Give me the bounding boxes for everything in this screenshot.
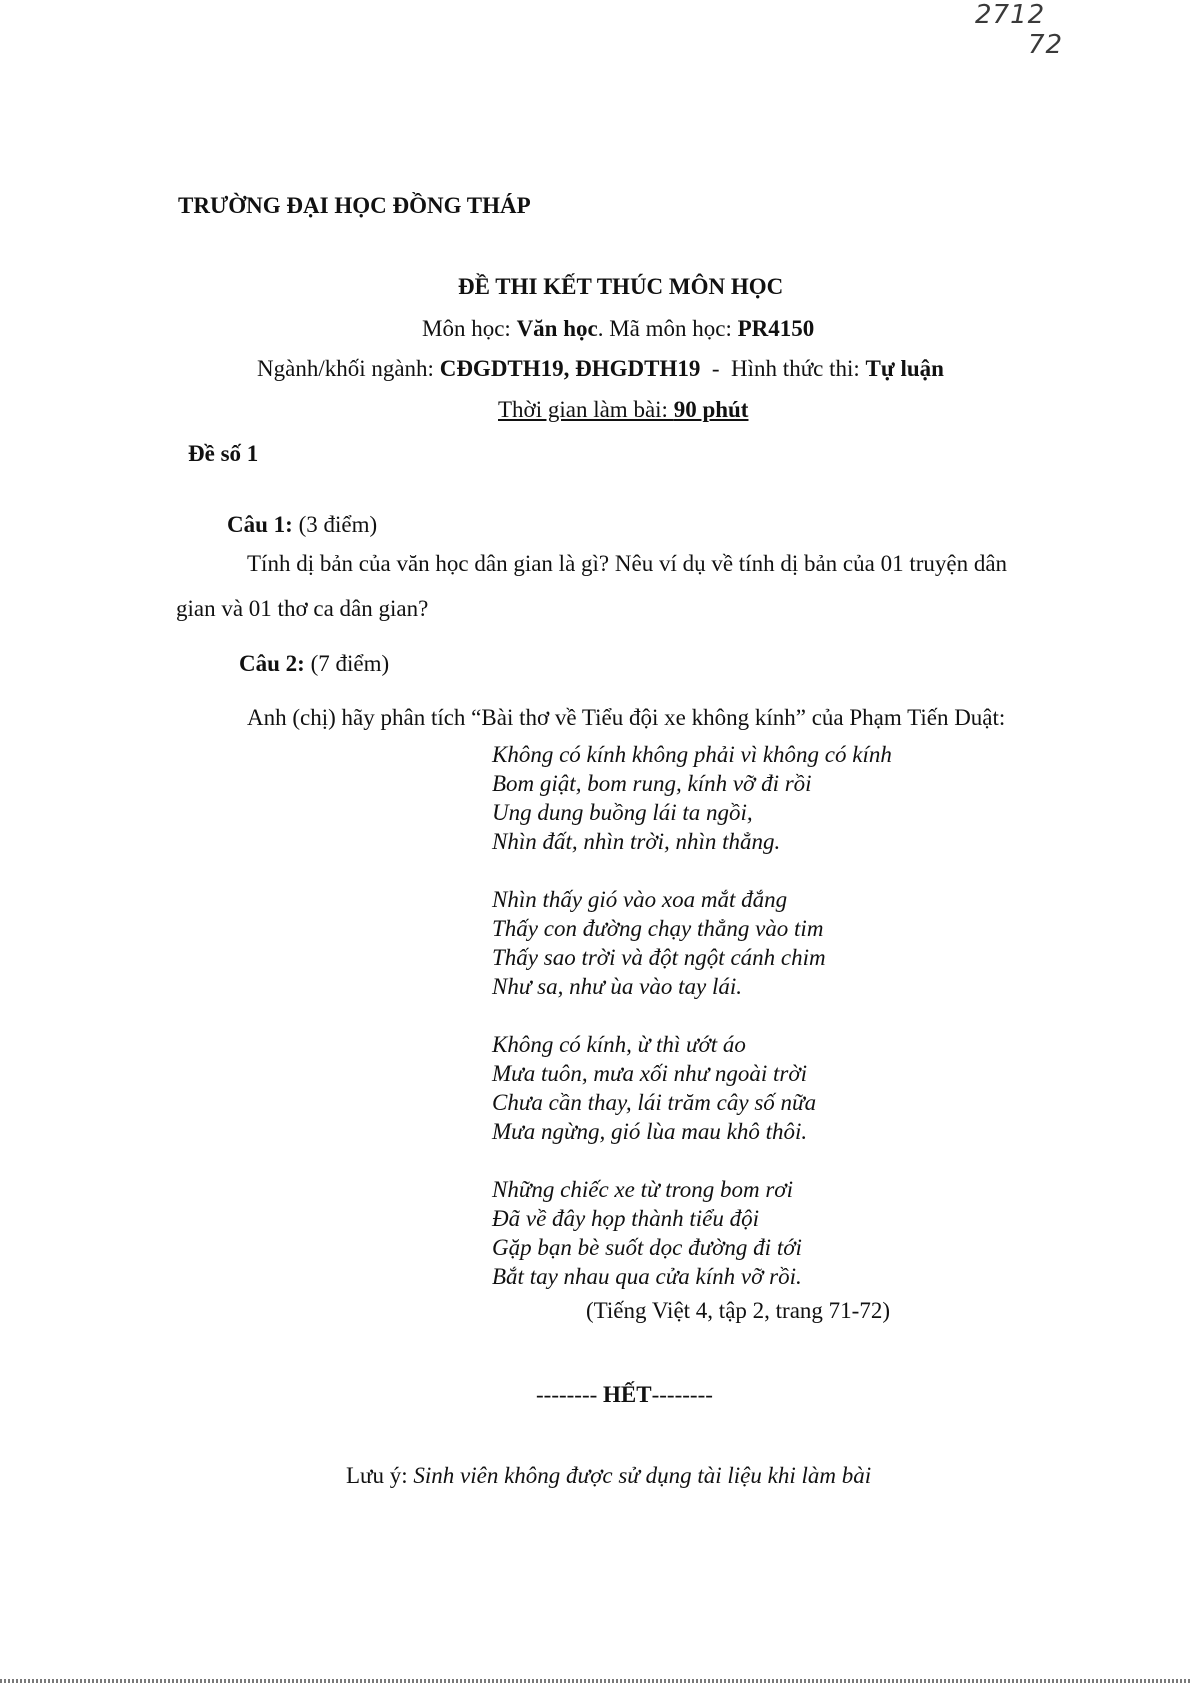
program-sep: - Hình thức thi: (700, 356, 866, 381)
question-1-header (227, 512, 377, 538)
end-dashes-left: -------- (536, 1382, 604, 1407)
time-label: Thời gian làm bài: (498, 397, 674, 422)
poem-line: Đã về đây họp thành tiểu đội (492, 1206, 760, 1231)
q1-points: (3 điểm) (292, 512, 378, 537)
poem-line: Những chiếc xe từ trong bom rơi (492, 1177, 793, 1202)
exam-format: Tự luận (865, 356, 944, 381)
poem-line: Bom giật, bom rung, kính vỡ đi rồi (492, 771, 812, 796)
q2-prompt: Anh (chị) hãy phân tích “Bài thơ về Tiểu đội xe không kính” của Phạm Tiến Duật: (247, 705, 1006, 730)
handwritten-note-2: 72 (1028, 30, 1064, 60)
program-line (257, 356, 944, 382)
poem (492, 740, 892, 1291)
exam-number: Đề số 1 (188, 441, 259, 466)
poem-line: Ung dung buồng lái ta ngồi, (492, 800, 753, 825)
q1-text-line2: gian và 01 thơ ca dân gian? (176, 596, 429, 621)
poem-line: Mưa ngừng, gió lùa mau khô thôi. (492, 1119, 808, 1144)
subject-code: PR4150 (737, 316, 815, 341)
poem-line: Không có kính không phải vì không có kính (492, 742, 892, 767)
time-value: 90 phút (673, 397, 749, 422)
q1-text-line1: Tính dị bản của văn học dân gian là gì? Nêu ví dụ về tính dị bản của 01 truyện dân (247, 551, 1008, 576)
subject-label: Môn học: (422, 316, 517, 341)
poem-line: Bắt tay nhau qua cửa kính vỡ rồi. (492, 1264, 802, 1289)
poem-stanza (492, 740, 892, 856)
subject-line (422, 316, 814, 342)
handwritten-note-1: 2712 (975, 0, 1046, 30)
poem-line: Như sa, như ùa vào tay lái. (492, 974, 742, 999)
poem-stanza (492, 1030, 892, 1146)
program-codes: CĐGDTH19, ĐHGDTH19 (439, 356, 701, 381)
exam-title: ĐỀ THI KẾT THÚC MÔN HỌC (458, 274, 784, 299)
subject-sep: . Mã môn học: (597, 316, 738, 341)
poem-line: Mưa tuôn, mưa xối như ngoài trời (492, 1061, 808, 1086)
poem-line: Chưa cần thay, lái trăm cây số nữa (492, 1090, 817, 1115)
poem-line: Không có kính, ừ thì ướt áo (492, 1032, 746, 1057)
note-text: Sinh viên không được sử dụng tài liệu khi làm bài (413, 1463, 872, 1488)
subject-name: Văn học (516, 316, 598, 341)
poem-line: Thấy con đường chạy thẳng vào tim (492, 916, 824, 941)
end-dashes-right: -------- (651, 1382, 713, 1407)
question-2-header (239, 651, 389, 677)
poem-stanza (492, 885, 892, 1001)
end-mark (536, 1382, 713, 1408)
q2-label: Câu 2: (239, 651, 305, 676)
poem-line: Nhìn đất, nhìn trời, nhìn thẳng. (492, 829, 781, 854)
time-line (498, 397, 748, 423)
scan-edge-divider (0, 1679, 1191, 1683)
poem-stanza (492, 1175, 892, 1291)
note-line (346, 1463, 871, 1489)
end-word: HẾT (603, 1382, 652, 1407)
note-label: Lưu ý: (346, 1463, 414, 1488)
poem-line: Nhìn thấy gió vào xoa mắt đắng (492, 887, 788, 912)
poem-source: (Tiếng Việt 4, tập 2, trang 71-72) (586, 1298, 890, 1323)
q2-points: (7 điểm) (304, 651, 390, 676)
school-name: TRƯỜNG ĐẠI HỌC ĐỒNG THÁP (178, 193, 531, 218)
poem-line: Gặp bạn bè suốt dọc đường đi tới (492, 1235, 802, 1260)
poem-line: Thấy sao trời và đột ngột cánh chim (492, 945, 826, 970)
q1-label: Câu 1: (227, 512, 293, 537)
program-label: Ngành/khối ngành: (257, 356, 440, 381)
